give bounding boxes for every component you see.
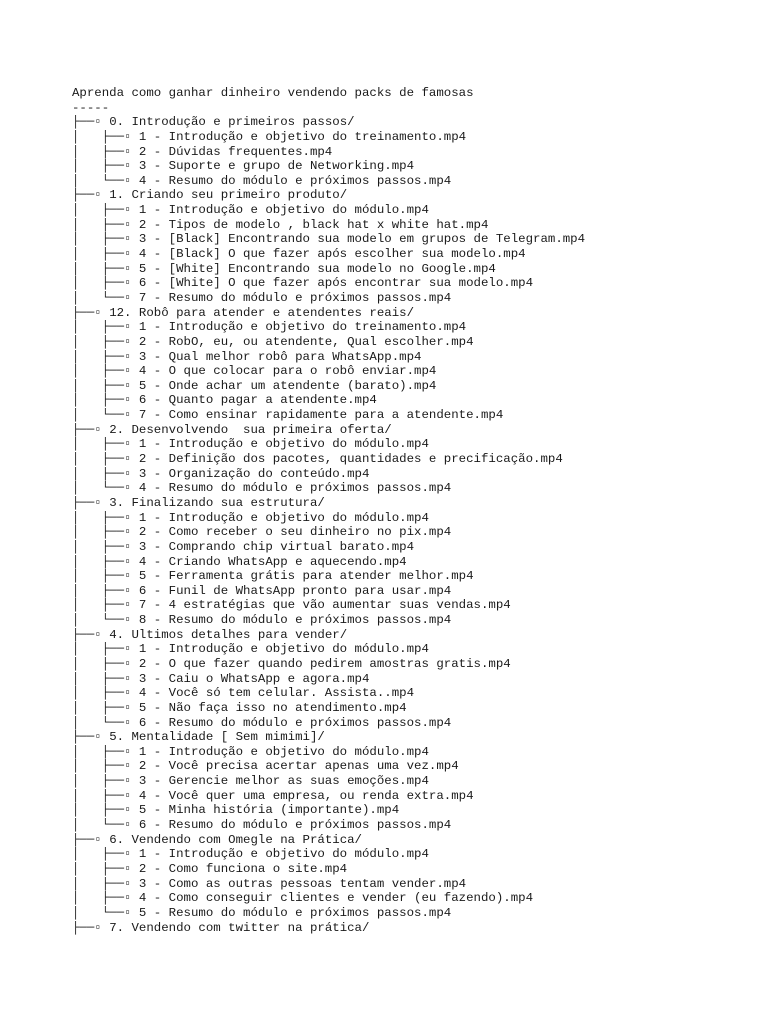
folder-line xyxy=(72,921,762,936)
folder-name: 5. Mentalidade [ Sem mimimi]/ xyxy=(109,730,325,745)
folder-line xyxy=(72,115,762,130)
file-line: │ ├──▫ 1 - Introdução e objetivo do módulo.mp4 xyxy=(72,847,429,862)
file-line: │ ├──▫ 4 - Criando WhatsApp e aquecendo.mp4 xyxy=(72,554,407,569)
folder-name: 7. Vendendo com twitter na prática/ xyxy=(109,920,370,935)
file-line: │ ├──▫ 3 - [Black] Encontrando sua modelo em grupos de Telegram.mp4 xyxy=(72,232,586,247)
file-line: │ ├──▫ 5 - Ferramenta grátis para atender melhor.mp4 xyxy=(72,569,474,584)
file-line: │ ├──▫ 3 - Como as outras pessoas tentam vender.mp4 xyxy=(72,876,467,891)
file-line: │ ├──▫ 1 - Introdução e objetivo do módulo.mp4 xyxy=(72,437,429,452)
tree-branch: ├──▫ xyxy=(72,832,110,847)
file-line: │ ├──▫ 4 - Você quer uma empresa, ou renda extra.mp4 xyxy=(72,788,474,803)
file-line: │ └──▫ 6 - Resumo do módulo e próximos passos.mp4 xyxy=(72,715,452,730)
folder-name: 2. Desenvolvendo sua primeira oferta/ xyxy=(109,422,392,437)
file-line: │ ├──▫ 5 - Não faça isso no atendimento.mp4 xyxy=(72,700,407,715)
file-line: │ ├──▫ 5 - Onde achar um atendente (barato).mp4 xyxy=(72,378,437,393)
file-line: │ ├──▫ 2 - Tipos de modelo , black hat x white hat.mp4 xyxy=(72,217,489,232)
file-line: │ ├──▫ 2 - Como receber o seu dinheiro no pix.mp4 xyxy=(72,525,452,540)
tree-branch: ├──▫ xyxy=(72,627,110,642)
file-line: │ └──▫ 6 - Resumo do módulo e próximos passos.mp4 xyxy=(72,818,452,833)
file-line: │ ├──▫ 3 - Qual melhor robô para WhatsApp.mp4 xyxy=(72,349,422,364)
file-line: │ └──▫ 4 - Resumo do módulo e próximos passos.mp4 xyxy=(72,481,452,496)
folder-name: 3. Finalizando sua estrutura/ xyxy=(109,495,325,510)
folder-name: 4. Ultimos detalhes para vender/ xyxy=(109,627,348,642)
tree-branch: ├──▫ xyxy=(72,422,110,437)
folder-line xyxy=(72,423,762,438)
document-text xyxy=(72,86,762,935)
file-line: │ ├──▫ 6 - [White] O que fazer após encontrar sua modelo.mp4 xyxy=(72,276,534,291)
folder-line xyxy=(72,188,762,203)
file-line: │ ├──▫ 1 - Introdução e objetivo do módulo.mp4 xyxy=(72,642,429,657)
file-line: │ ├──▫ 2 - O que fazer quando pedirem amostras gratis.mp4 xyxy=(72,656,511,671)
file-line: │ ├──▫ 3 - Caiu o WhatsApp e agora.mp4 xyxy=(72,671,370,686)
file-line: │ ├──▫ 1 - Introdução e objetivo do módulo.mp4 xyxy=(72,510,429,525)
file-line: │ ├──▫ 2 - Como funciona o site.mp4 xyxy=(72,861,348,876)
file-line: │ ├──▫ 2 - RobO, eu, ou atendente, Qual escolher.mp4 xyxy=(72,334,474,349)
tree-branch: ├──▫ xyxy=(72,730,110,745)
tree-branch: ├──▫ xyxy=(72,115,110,130)
file-tree xyxy=(72,115,762,935)
file-line: │ ├──▫ 1 - Introdução e objetivo do treinamento.mp4 xyxy=(72,129,467,144)
file-line: │ ├──▫ 6 - Funil de WhatsApp pronto para usar.mp4 xyxy=(72,583,452,598)
file-line: │ ├──▫ 3 - Comprando chip virtual barato.mp4 xyxy=(72,539,415,554)
file-line: │ ├──▫ 4 - Como conseguir clientes e vender (eu fazendo).mp4 xyxy=(72,891,534,906)
file-line: │ ├──▫ 1 - Introdução e objetivo do módulo.mp4 xyxy=(72,744,429,759)
tree-branch: ├──▫ xyxy=(72,188,110,203)
file-line: │ ├──▫ 3 - Suporte e grupo de Networking.mp4 xyxy=(72,159,415,174)
tree-branch: ├──▫ xyxy=(72,495,110,510)
document-title: Aprenda como ganhar dinheiro vendendo packs de famosas xyxy=(72,86,474,100)
folder-line xyxy=(72,833,762,848)
file-line: │ ├──▫ 2 - Definição dos pacotes, quantidades e precificação.mp4 xyxy=(72,452,563,467)
file-line: │ ├──▫ 2 - Dúvidas frequentes.mp4 xyxy=(72,144,333,159)
file-line: │ ├──▫ 1 - Introdução e objetivo do módulo.mp4 xyxy=(72,203,429,218)
folder-name: 0. Introdução e primeiros passos/ xyxy=(109,115,355,130)
folder-line xyxy=(72,306,762,321)
file-line: │ ├──▫ 7 - 4 estratégias que vão aumentar suas vendas.mp4 xyxy=(72,598,511,613)
folder-line xyxy=(72,496,762,511)
file-line: │ ├──▫ 4 - O que colocar para o robô enviar.mp4 xyxy=(72,364,437,379)
file-line: │ ├──▫ 4 - [Black] O que fazer após escolher sua modelo.mp4 xyxy=(72,247,526,262)
folder-line xyxy=(72,628,762,643)
folder-name: 12. Robô para atender e atendentes reais/ xyxy=(109,305,415,320)
separator: ----- xyxy=(72,100,110,115)
file-line: │ ├──▫ 2 - Você precisa acertar apenas uma vez.mp4 xyxy=(72,759,459,774)
file-line: │ ├──▫ 6 - Quanto pagar a atendente.mp4 xyxy=(72,393,377,408)
file-line: │ ├──▫ 3 - Gerencie melhor as suas emoções.mp4 xyxy=(72,774,429,789)
file-line: │ └──▫ 8 - Resumo do módulo e próximos passos.mp4 xyxy=(72,613,452,628)
file-line: │ ├──▫ 4 - Você só tem celular. Assista..mp4 xyxy=(72,686,415,701)
file-line: │ └──▫ 7 - Resumo do módulo e próximos passos.mp4 xyxy=(72,290,452,305)
tree-branch: ├──▫ xyxy=(72,920,110,935)
folder-name: 6. Vendendo com Omegle na Prática/ xyxy=(109,832,362,847)
file-line: │ ├──▫ 3 - Organização do conteúdo.mp4 xyxy=(72,466,370,481)
file-line: │ └──▫ 4 - Resumo do módulo e próximos passos.mp4 xyxy=(72,173,452,188)
file-line: │ └──▫ 7 - Como ensinar rapidamente para a atendente.mp4 xyxy=(72,408,504,423)
tree-branch: ├──▫ xyxy=(72,305,110,320)
file-line: │ ├──▫ 1 - Introdução e objetivo do treinamento.mp4 xyxy=(72,320,467,335)
folder-name: 1. Criando seu primeiro produto/ xyxy=(109,188,348,203)
file-line: │ ├──▫ 5 - [White] Encontrando sua modelo no Google.mp4 xyxy=(72,261,496,276)
file-line: │ └──▫ 5 - Resumo do módulo e próximos passos.mp4 xyxy=(72,905,452,920)
file-line: │ ├──▫ 5 - Minha história (importante).mp4 xyxy=(72,803,400,818)
folder-line xyxy=(72,730,762,745)
